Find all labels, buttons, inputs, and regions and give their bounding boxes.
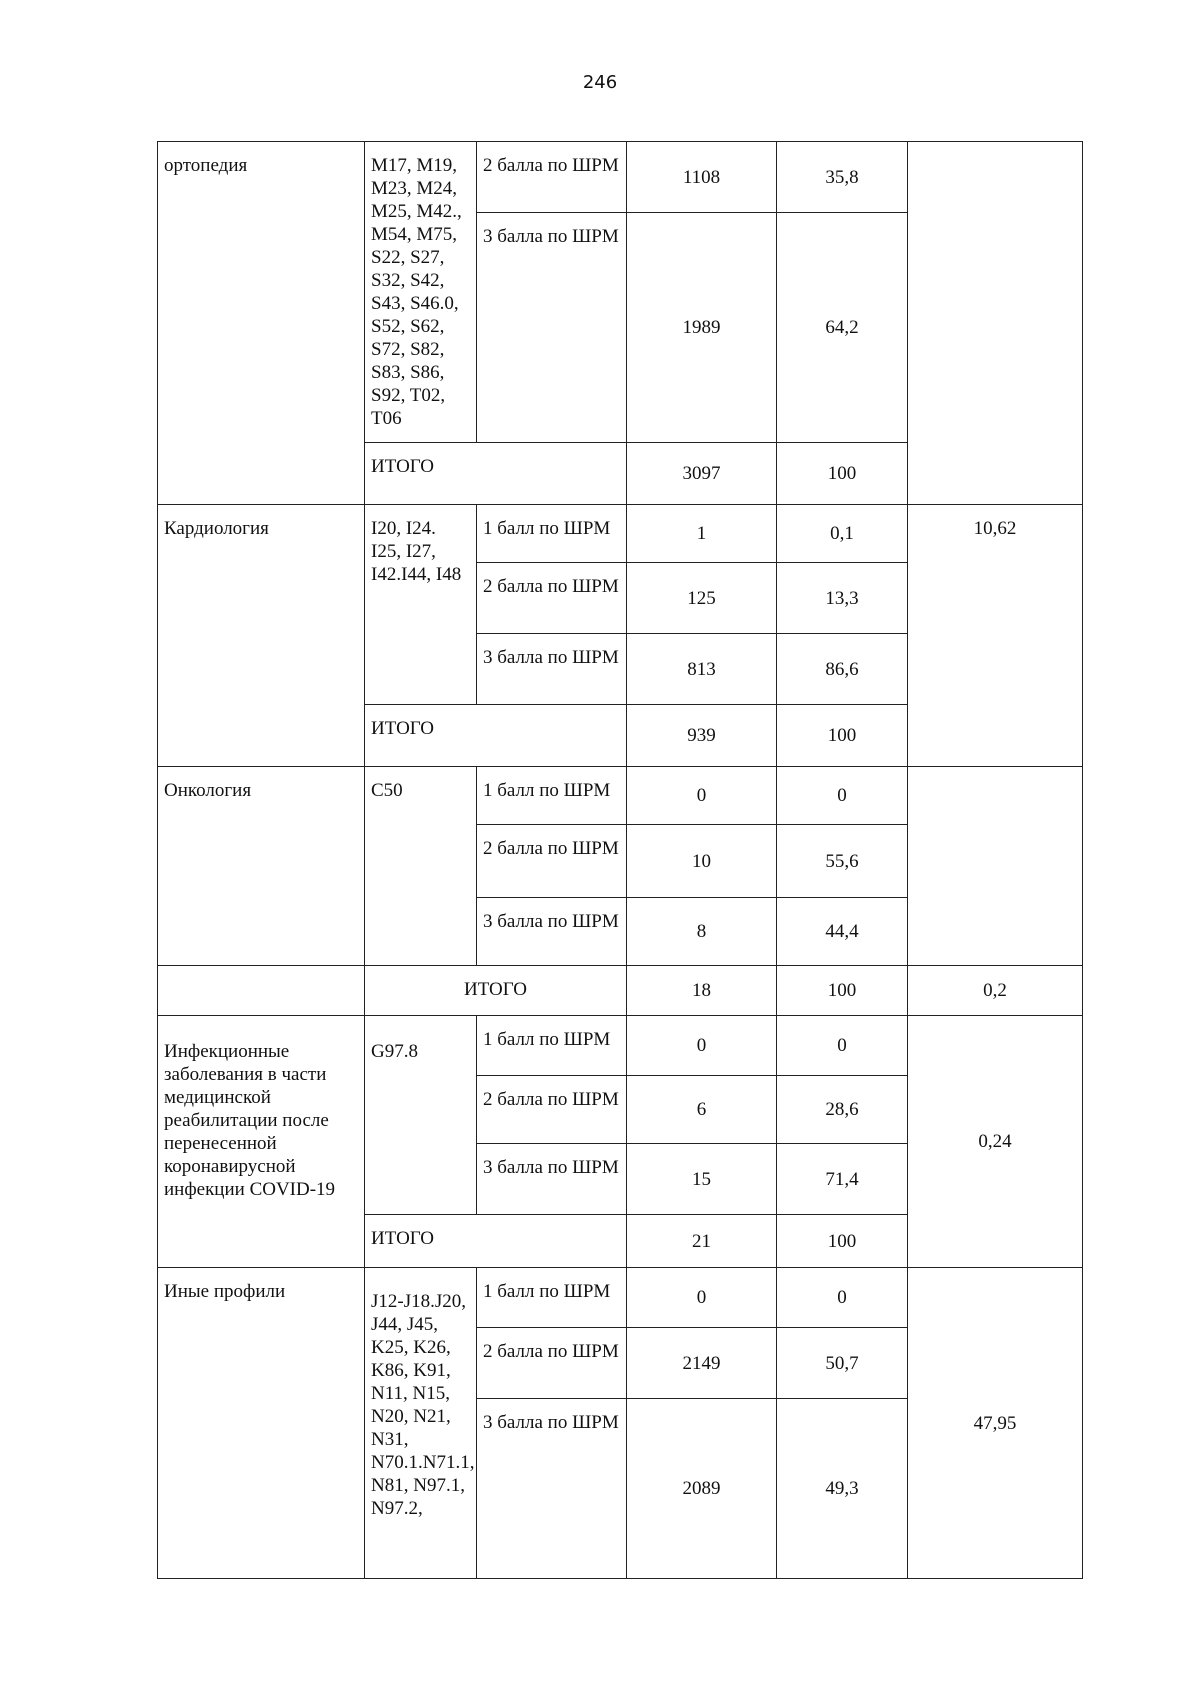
profile-cell: Иные профили: [158, 1268, 365, 1579]
table-row: [158, 1268, 1083, 1328]
codes-cell: J12-J18.J20, J44, J45, K25, K26, K86, K91, N11, N15, N20, N21, N31, N70.1.N71.1, N81, N97.1, N97.2,: [365, 1268, 477, 1579]
empty-cell: [158, 966, 365, 1016]
count-cell: 8: [627, 898, 777, 966]
percent-cell: 64,2: [777, 213, 908, 443]
count-cell: 1108: [627, 142, 777, 213]
score-cell: 1 балл по ШРМ: [477, 1016, 627, 1076]
total-count: 18: [627, 966, 777, 1016]
share-cell: 0,2: [908, 966, 1083, 1016]
codes-cell: M17, M19, M23, M24, M25, M42., M54, M75, S22, S27, S32, S42, S43, S46.0, S52, S62, S72, S82, S83, S86, S92, T02, T06: [365, 142, 477, 443]
count-cell: 0: [627, 767, 777, 825]
total-label: ИТОГО: [365, 443, 627, 505]
score-cell: 2 балла по ШРМ: [477, 563, 627, 634]
percent-cell: 50,7: [777, 1328, 908, 1399]
total-count: 939: [627, 705, 777, 767]
score-cell: 1 балл по ШРМ: [477, 767, 627, 825]
total-label: ИТОГО: [365, 705, 627, 767]
codes-cell: G97.8: [365, 1016, 477, 1215]
total-percent: 100: [777, 705, 908, 767]
table-row: [158, 505, 1083, 563]
empty-cell: [908, 767, 1083, 966]
count-cell: 813: [627, 634, 777, 705]
share-cell: 10,62: [908, 505, 1083, 767]
count-cell: 2089: [627, 1399, 777, 1579]
score-cell: 2 балла по ШРМ: [477, 1328, 627, 1399]
count-cell: 2149: [627, 1328, 777, 1399]
table-row: [158, 1016, 1083, 1076]
count-cell: 0: [627, 1268, 777, 1328]
rehab-statistics-table: [157, 141, 1083, 1579]
table-row: [158, 767, 1083, 825]
share-cell: 0,24: [908, 1016, 1083, 1268]
count-cell: 0: [627, 1016, 777, 1076]
profile-cell: ортопедия: [158, 142, 365, 505]
share-cell: [908, 142, 1083, 505]
count-cell: 1: [627, 505, 777, 563]
percent-cell: 55,6: [777, 825, 908, 898]
total-count: 21: [627, 1215, 777, 1268]
percent-cell: 49,3: [777, 1399, 908, 1579]
profile-cell: Инфекционные заболевания в части медицинской реабилитации после перенесенной коронавирусной инфекции COVID-19: [158, 1016, 365, 1268]
percent-cell: 0,1: [777, 505, 908, 563]
percent-cell: 0: [777, 1016, 908, 1076]
percent-cell: 71,4: [777, 1144, 908, 1215]
score-cell: 3 балла по ШРМ: [477, 898, 627, 966]
score-cell: 2 балла по ШРМ: [477, 1076, 627, 1144]
total-row: [158, 966, 1083, 1016]
count-cell: 1989: [627, 213, 777, 443]
percent-cell: 86,6: [777, 634, 908, 705]
page-number: 246: [582, 72, 618, 93]
percent-cell: 13,3: [777, 563, 908, 634]
score-cell: 3 балла по ШРМ: [477, 634, 627, 705]
percent-cell: 0: [777, 767, 908, 825]
total-count: 3097: [627, 443, 777, 505]
total-percent: 100: [777, 966, 908, 1016]
count-cell: 125: [627, 563, 777, 634]
codes-cell: C50: [365, 767, 477, 966]
table-row: [158, 142, 1083, 213]
score-cell: 1 балл по ШРМ: [477, 1268, 627, 1328]
score-cell: 2 балла по ШРМ: [477, 825, 627, 898]
count-cell: 15: [627, 1144, 777, 1215]
count-cell: 10: [627, 825, 777, 898]
share-cell: 47,95: [908, 1268, 1083, 1579]
total-percent: 100: [777, 1215, 908, 1268]
score-cell: 2 балла по ШРМ: [477, 142, 627, 213]
score-cell: 3 балла по ШРМ: [477, 213, 627, 443]
total-label: ИТОГО: [365, 966, 627, 1016]
percent-cell: 28,6: [777, 1076, 908, 1144]
total-percent: 100: [777, 443, 908, 505]
score-cell: 3 балла по ШРМ: [477, 1399, 627, 1579]
score-cell: 3 балла по ШРМ: [477, 1144, 627, 1215]
count-cell: 6: [627, 1076, 777, 1144]
codes-cell: I20, I24. I25, I27, I42.I44, I48: [365, 505, 477, 705]
score-cell: 1 балл по ШРМ: [477, 505, 627, 563]
percent-cell: 44,4: [777, 898, 908, 966]
percent-cell: 35,8: [777, 142, 908, 213]
profile-cell: Онкология: [158, 767, 365, 966]
total-label: ИТОГО: [365, 1215, 627, 1268]
percent-cell: 0: [777, 1268, 908, 1328]
profile-cell: Кардиология: [158, 505, 365, 767]
